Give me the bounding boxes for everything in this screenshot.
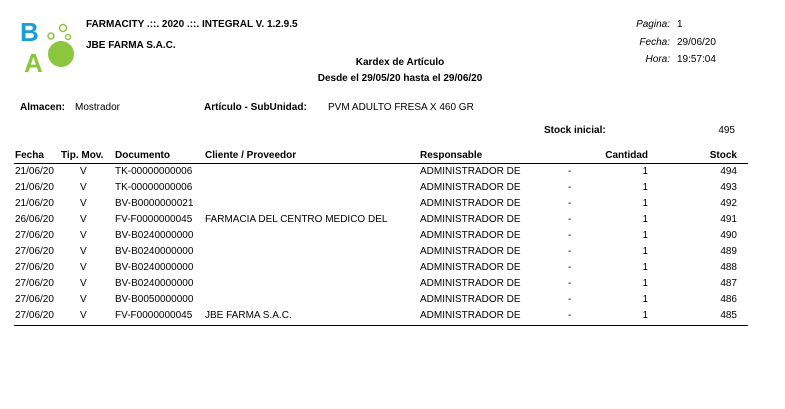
cell-documento: BV-B0240000000 [115,246,194,257]
cell-dash: - [568,246,572,257]
cell-dash: - [568,278,572,289]
table-bottom-divider [14,325,748,326]
cell-documento: FV-F0000000045 [115,310,193,321]
cell-fecha: 27/06/20 [15,310,54,321]
cell-dash: - [568,310,572,321]
cell-responsable: ADMINISTRADOR DE [420,246,521,257]
cell-cantidad: 1 [642,198,648,209]
cell-cantidad: 1 [642,166,648,177]
cell-stock: 487 [720,278,737,289]
col-cantidad: Cantidad [605,150,648,161]
logo-letter-a: A [24,48,43,76]
cell-fecha: 21/06/20 [15,166,54,177]
cell-dash: - [568,214,572,225]
table-row [0,294,785,308]
almacen-value: Mostrador [75,102,121,113]
cell-cantidad: 1 [642,262,648,273]
cell-tipo-mov: V [80,310,87,321]
cell-stock: 494 [720,166,737,177]
cell-cantidad: 1 [642,246,648,257]
time-value: 19:57:04 [677,54,716,65]
company-logo [18,16,82,76]
cell-tipo-mov: V [80,182,87,193]
col-cliente: Cliente / Proveedor [205,150,297,161]
articulo-label: Artículo - SubUnidad: [204,102,307,113]
time-label: Hora: [645,54,670,65]
cell-fecha: 21/06/20 [15,198,54,209]
table-row [0,310,785,324]
cell-cantidad: 1 [642,230,648,241]
cell-tipo-mov: V [80,294,87,305]
col-documento: Documento [115,150,170,161]
cell-cantidad: 1 [642,310,648,321]
logo-letter-b: B [20,17,39,47]
cell-fecha: 27/06/20 [15,246,54,257]
cell-documento: BV-B0240000000 [115,230,194,241]
logo-green-circle [48,41,74,67]
cell-documento: BV-B0240000000 [115,262,194,273]
articulo-value: PVM ADULTO FRESA X 460 GR [328,102,474,113]
stock-inicial-label: Stock inicial: [544,125,606,136]
cell-dash: - [568,166,572,177]
cell-tipo-mov: V [80,198,87,209]
cell-documento: BV-B0050000000 [115,294,194,305]
col-responsable: Responsable [420,150,483,161]
cell-documento: FV-F0000000045 [115,214,193,225]
cell-stock: 485 [720,310,737,321]
cell-cliente: FARMACIA DEL CENTRO MEDICO DEL [205,214,388,225]
cell-dash: - [568,230,572,241]
table-header [0,150,785,163]
cell-responsable: ADMINISTRADOR DE [420,262,521,273]
cell-tipo-mov: V [80,246,87,257]
almacen-label: Almacen: [20,102,66,113]
cell-fecha: 27/06/20 [15,278,54,289]
table-row [0,182,785,196]
col-fecha: Fecha [15,150,44,161]
cell-fecha: 21/06/20 [15,182,54,193]
logo-ring-small [48,33,54,39]
cell-responsable: ADMINISTRADOR DE [420,182,521,193]
cell-stock: 489 [720,246,737,257]
table-row [0,166,785,180]
cell-fecha: 27/06/20 [15,262,54,273]
cell-stock: 486 [720,294,737,305]
cell-stock: 493 [720,182,737,193]
cell-dash: - [568,182,572,193]
logo-ring-right [66,35,71,40]
table-row [0,214,785,228]
table-row [0,246,785,260]
cell-fecha: 27/06/20 [15,294,54,305]
table-row [0,262,785,276]
header-divider [14,163,748,164]
cell-responsable: ADMINISTRADOR DE [420,166,521,177]
cell-responsable: ADMINISTRADOR DE [420,230,521,241]
table-row [0,198,785,212]
report-date-range: Desde el 29/05/20 hasta el 29/06/20 [317,73,483,84]
logo-graphic [18,16,82,76]
cell-dash: - [568,262,572,273]
cell-responsable: ADMINISTRADOR DE [420,278,521,289]
cell-responsable: ADMINISTRADOR DE [420,198,521,209]
cell-tipo-mov: V [80,214,87,225]
stock-inicial-value: 495 [718,125,735,136]
logo-ring-top [60,25,67,32]
cell-responsable: ADMINISTRADOR DE [420,214,521,225]
col-tip-mov: Tip. Mov. [61,150,104,161]
cell-stock: 491 [720,214,737,225]
cell-documento: TK-00000000006 [115,182,193,193]
cell-dash: - [568,198,572,209]
cell-tipo-mov: V [80,278,87,289]
report-title: Kardex de Artículo [355,57,445,68]
cell-tipo-mov: V [80,230,87,241]
cell-cantidad: 1 [642,182,648,193]
date-value: 29/06/20 [677,37,716,48]
cell-fecha: 27/06/20 [15,230,54,241]
cell-documento: BV-B0240000000 [115,278,194,289]
page-label: Pagina: [636,19,670,30]
cell-responsable: ADMINISTRADOR DE [420,310,521,321]
cell-dash: - [568,294,572,305]
page-value: 1 [677,19,683,30]
app-version-line: FARMACITY .::. 2020 .::. INTEGRAL V. 1.2.9.5 [86,19,298,30]
cell-cantidad: 1 [642,278,648,289]
cell-responsable: ADMINISTRADOR DE [420,294,521,305]
cell-documento: TK-00000000006 [115,166,193,177]
table-row [0,230,785,244]
cell-fecha: 26/06/20 [15,214,54,225]
cell-stock: 492 [720,198,737,209]
cell-tipo-mov: V [80,166,87,177]
date-label: Fecha: [639,37,670,48]
table-row [0,278,785,292]
cell-cantidad: 1 [642,294,648,305]
col-stock: Stock [709,150,737,161]
cell-stock: 488 [720,262,737,273]
cell-tipo-mov: V [80,262,87,273]
company-name: JBE FARMA S.A.C. [86,40,176,51]
cell-stock: 490 [720,230,737,241]
cell-cliente: JBE FARMA S.A.C. [205,310,292,321]
cell-cantidad: 1 [642,214,648,225]
cell-documento: BV-B0000000021 [115,198,194,209]
